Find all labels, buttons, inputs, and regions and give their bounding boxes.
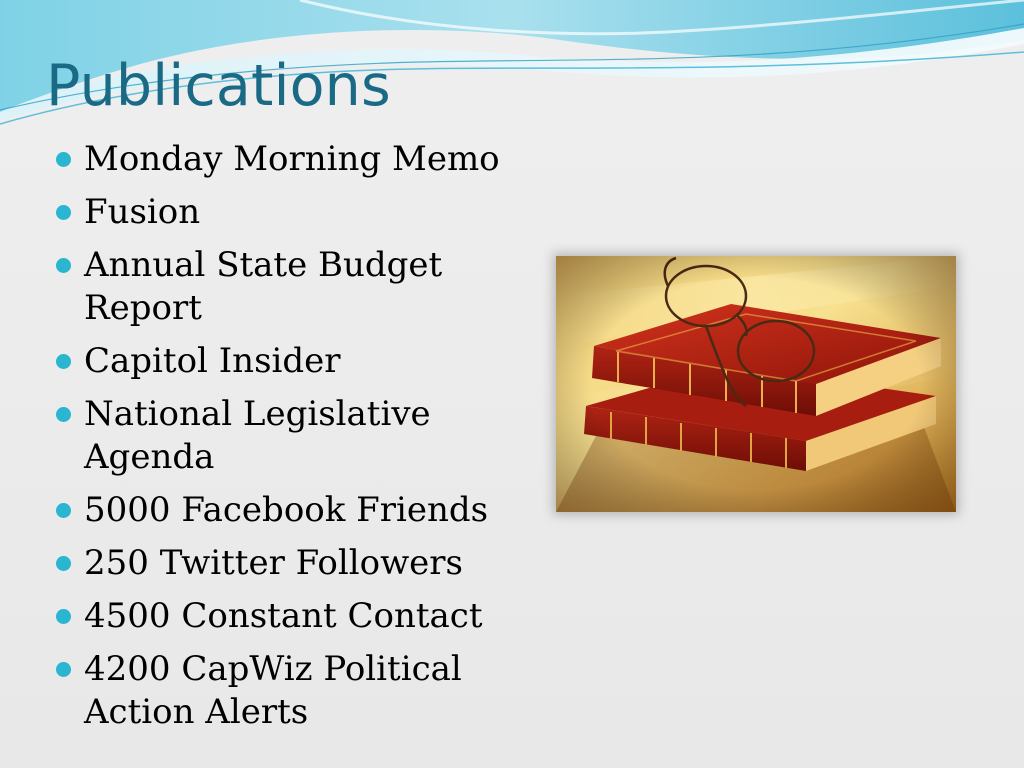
bullet-item bbox=[56, 244, 526, 330]
bullet-item bbox=[56, 191, 526, 234]
bullet-dot-icon bbox=[56, 152, 71, 167]
bullet-text: Monday Morning Memo bbox=[84, 139, 500, 179]
bullet-item bbox=[56, 542, 526, 585]
bullet-dot-icon bbox=[56, 258, 71, 273]
bullet-item bbox=[56, 648, 526, 734]
bullet-text: National Legislative Agenda bbox=[84, 394, 431, 477]
bullet-text: 4200 CapWiz Political Action Alerts bbox=[84, 649, 462, 732]
bullet-text: Annual State Budget Report bbox=[84, 245, 443, 328]
bullet-dot-icon bbox=[56, 407, 71, 422]
bullet-dot-icon bbox=[56, 354, 71, 369]
books-with-glasses-icon bbox=[556, 256, 956, 512]
bullet-item bbox=[56, 595, 526, 638]
bullet-dot-icon bbox=[56, 609, 71, 624]
bullet-dot-icon bbox=[56, 205, 71, 220]
bullet-text: Capitol Insider bbox=[84, 341, 341, 381]
bullet-list bbox=[56, 138, 526, 744]
books-and-glasses-photo bbox=[556, 256, 956, 512]
bullet-text: 250 Twitter Followers bbox=[84, 543, 463, 583]
bullet-text: 5000 Facebook Friends bbox=[84, 490, 489, 530]
bullet-item bbox=[56, 393, 526, 479]
bullet-dot-icon bbox=[56, 556, 71, 571]
bullet-dot-icon bbox=[56, 662, 71, 677]
bullet-item bbox=[56, 138, 526, 181]
bullet-dot-icon bbox=[56, 503, 71, 518]
bullet-text: 4500 Constant Contact bbox=[84, 596, 483, 636]
bullet-item bbox=[56, 489, 526, 532]
slide-title: Publications bbox=[46, 53, 391, 119]
bullet-item bbox=[56, 340, 526, 383]
bullet-text: Fusion bbox=[84, 192, 201, 232]
